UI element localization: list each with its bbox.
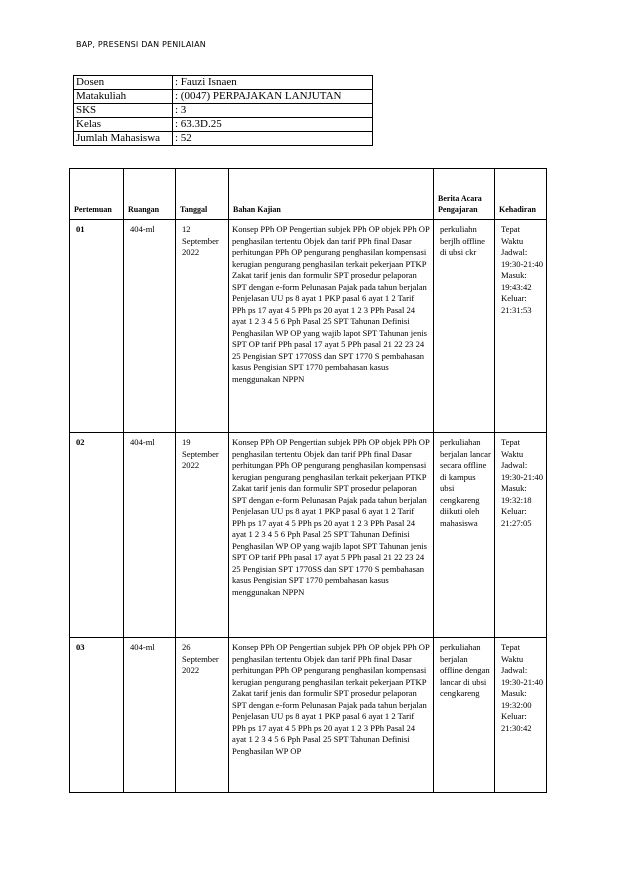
table-row [70,638,547,793]
attendance-table [69,168,547,793]
info-value: : 52 [173,132,373,146]
table-row [70,220,547,433]
cell-ruangan: 404-ml [124,638,176,793]
cell-tanggal: 26 September 2022 [176,638,229,793]
header-kehadiran: Kehadiran [495,169,547,220]
info-key: SKS [74,104,173,118]
cell-pertemuan: 03 [70,638,124,793]
info-row-sks [74,104,373,118]
info-key: Kelas [74,118,173,132]
info-key: Dosen [74,76,173,90]
cell-kehadiran: Tepat Waktu Jadwal: 19:30-21:40 Masuk: 19:43:42 Keluar: 21:31:53 [495,220,547,433]
cell-bahan-kajian: Konsep PPh OP Pengertian subjek PPh OP objek PPh OP penghasilan tertentu Objek dan tarif PPh final Dasar perhitungan PPh OP pengurang penghasilan kompensasi kerugian pengurang penghasilan terkait pekerjaan PTKP Zakat tarif jenis dan formulir SPT prosedur pelaporan SPT dengan e-form Pelunasan Pajak pada tahun berjalan Penjelasan UU ps 8 ayat 1 PKP pasal 6 ayat 1 2 Tarif PPh ps 17 ayat 4 5 PPh ps 20 ayat 1 2 3 PPh Pasal 24 ayat 1 2 3 4 5 6 Pph Pasal 25 SPT Tahunan Definisi Penghasilan WP OP yang wajib lapot SPT Tahunan jenis SPT OP tarif PPh pasal 17 ayat 5 PPh pasal 21 22 23 24 25 Pengisian SPT 1770SS dan SPT 1770 S pembahasan kasus Pengisian SPT 1770 pembahasan kasus menggunakan NPPN [229,433,434,638]
course-info-table [73,75,373,146]
cell-ruangan: 404-ml [124,433,176,638]
cell-berita-acara: perkuliahan berjalan offline dengan lancar di ubsi cengkareng [434,638,495,793]
cell-pertemuan: 02 [70,433,124,638]
info-row-jumlah-mahasiswa [74,132,373,146]
table-row [70,433,547,638]
info-row-dosen [74,76,373,90]
cell-kehadiran: Tepat Waktu Jadwal: 19:30-21:40 Masuk: 19:32:18 Keluar: 21:27:05 [495,433,547,638]
document-title: BAP, PRESENSI DAN PENILAIAN [76,40,206,49]
header-bahan-kajian: Bahan Kajian [229,169,434,220]
cell-bahan-kajian: Konsep PPh OP Pengertian subjek PPh OP objek PPh OP penghasilan tertentu Objek dan tarif PPh final Dasar perhitungan PPh OP pengurang penghasilan kompensasi kerugian pengurang penghasilan terkait pekerjaan PTKP Zakat tarif jenis dan formulir SPT prosedur pelaporan SPT dengan e-form Pelunasan Pajak pada tahun berjalan Penjelasan UU ps 8 ayat 1 PKP pasal 6 ayat 1 2 Tarif PPh ps 17 ayat 4 5 PPh ps 20 ayat 1 2 3 PPh Pasal 24 ayat 1 2 3 4 5 6 Pph Pasal 25 SPT Tahunan Definisi Penghasilan WP OP yang wajib lapot SPT Tahunan jenis SPT OP tarif PPh pasal 17 ayat 5 PPh pasal 21 22 23 24 25 Pengisian SPT 1770SS dan SPT 1770 S pembahasan kasus Pengisian SPT 1770 pembahasan kasus menggunakan NPPN [229,220,434,433]
info-row-matakuliah [74,90,373,104]
cell-kehadiran: Tepat Waktu Jadwal: 19:30-21:40 Masuk: 19:32:00 Keluar: 21:30:42 [495,638,547,793]
header-tanggal: Tanggal [176,169,229,220]
cell-bahan-kajian: Konsep PPh OP Pengertian subjek PPh OP objek PPh OP penghasilan tertentu Objek dan tarif PPh final Dasar perhitungan PPh OP pengurang penghasilan kompensasi kerugian pengurang penghasilan terkait pekerjaan PTKP Zakat tarif jenis dan formulir SPT prosedur pelaporan SPT dengan e-form Pelunasan Pajak pada tahun berjalan Penjelasan UU ps 8 ayat 1 PKP pasal 6 ayat 1 2 Tarif PPh ps 17 ayat 4 5 PPh ps 20 ayat 1 2 3 PPh Pasal 24 ayat 1 2 3 4 5 6 Pph Pasal 25 SPT Tahunan Definisi Penghasilan WP OP [229,638,434,793]
info-value: : 63.3D.25 [173,118,373,132]
info-row-kelas [74,118,373,132]
table-header-row [70,169,547,220]
info-value: : 3 [173,104,373,118]
info-key: Jumlah Mahasiswa [74,132,173,146]
cell-ruangan: 404-ml [124,220,176,433]
cell-tanggal: 12 September 2022 [176,220,229,433]
header-pertemuan: Pertemuan [70,169,124,220]
header-ruangan: Ruangan [124,169,176,220]
header-berita-acara: Berita Acara Pengajaran [434,169,495,220]
cell-berita-acara: perkuliahn berjlh offline di ubsi ckr [434,220,495,433]
cell-pertemuan: 01 [70,220,124,433]
cell-berita-acara: perkuliahan berjalan lancar secara offline di kampus ubsi cengkareng diikuti oleh mahasiswa [434,433,495,638]
cell-tanggal: 19 September 2022 [176,433,229,638]
info-key: Matakuliah [74,90,173,104]
info-value: : Fauzi Isnaen [173,76,373,90]
info-value: : (0047) PERPAJAKAN LANJUTAN [173,90,373,104]
